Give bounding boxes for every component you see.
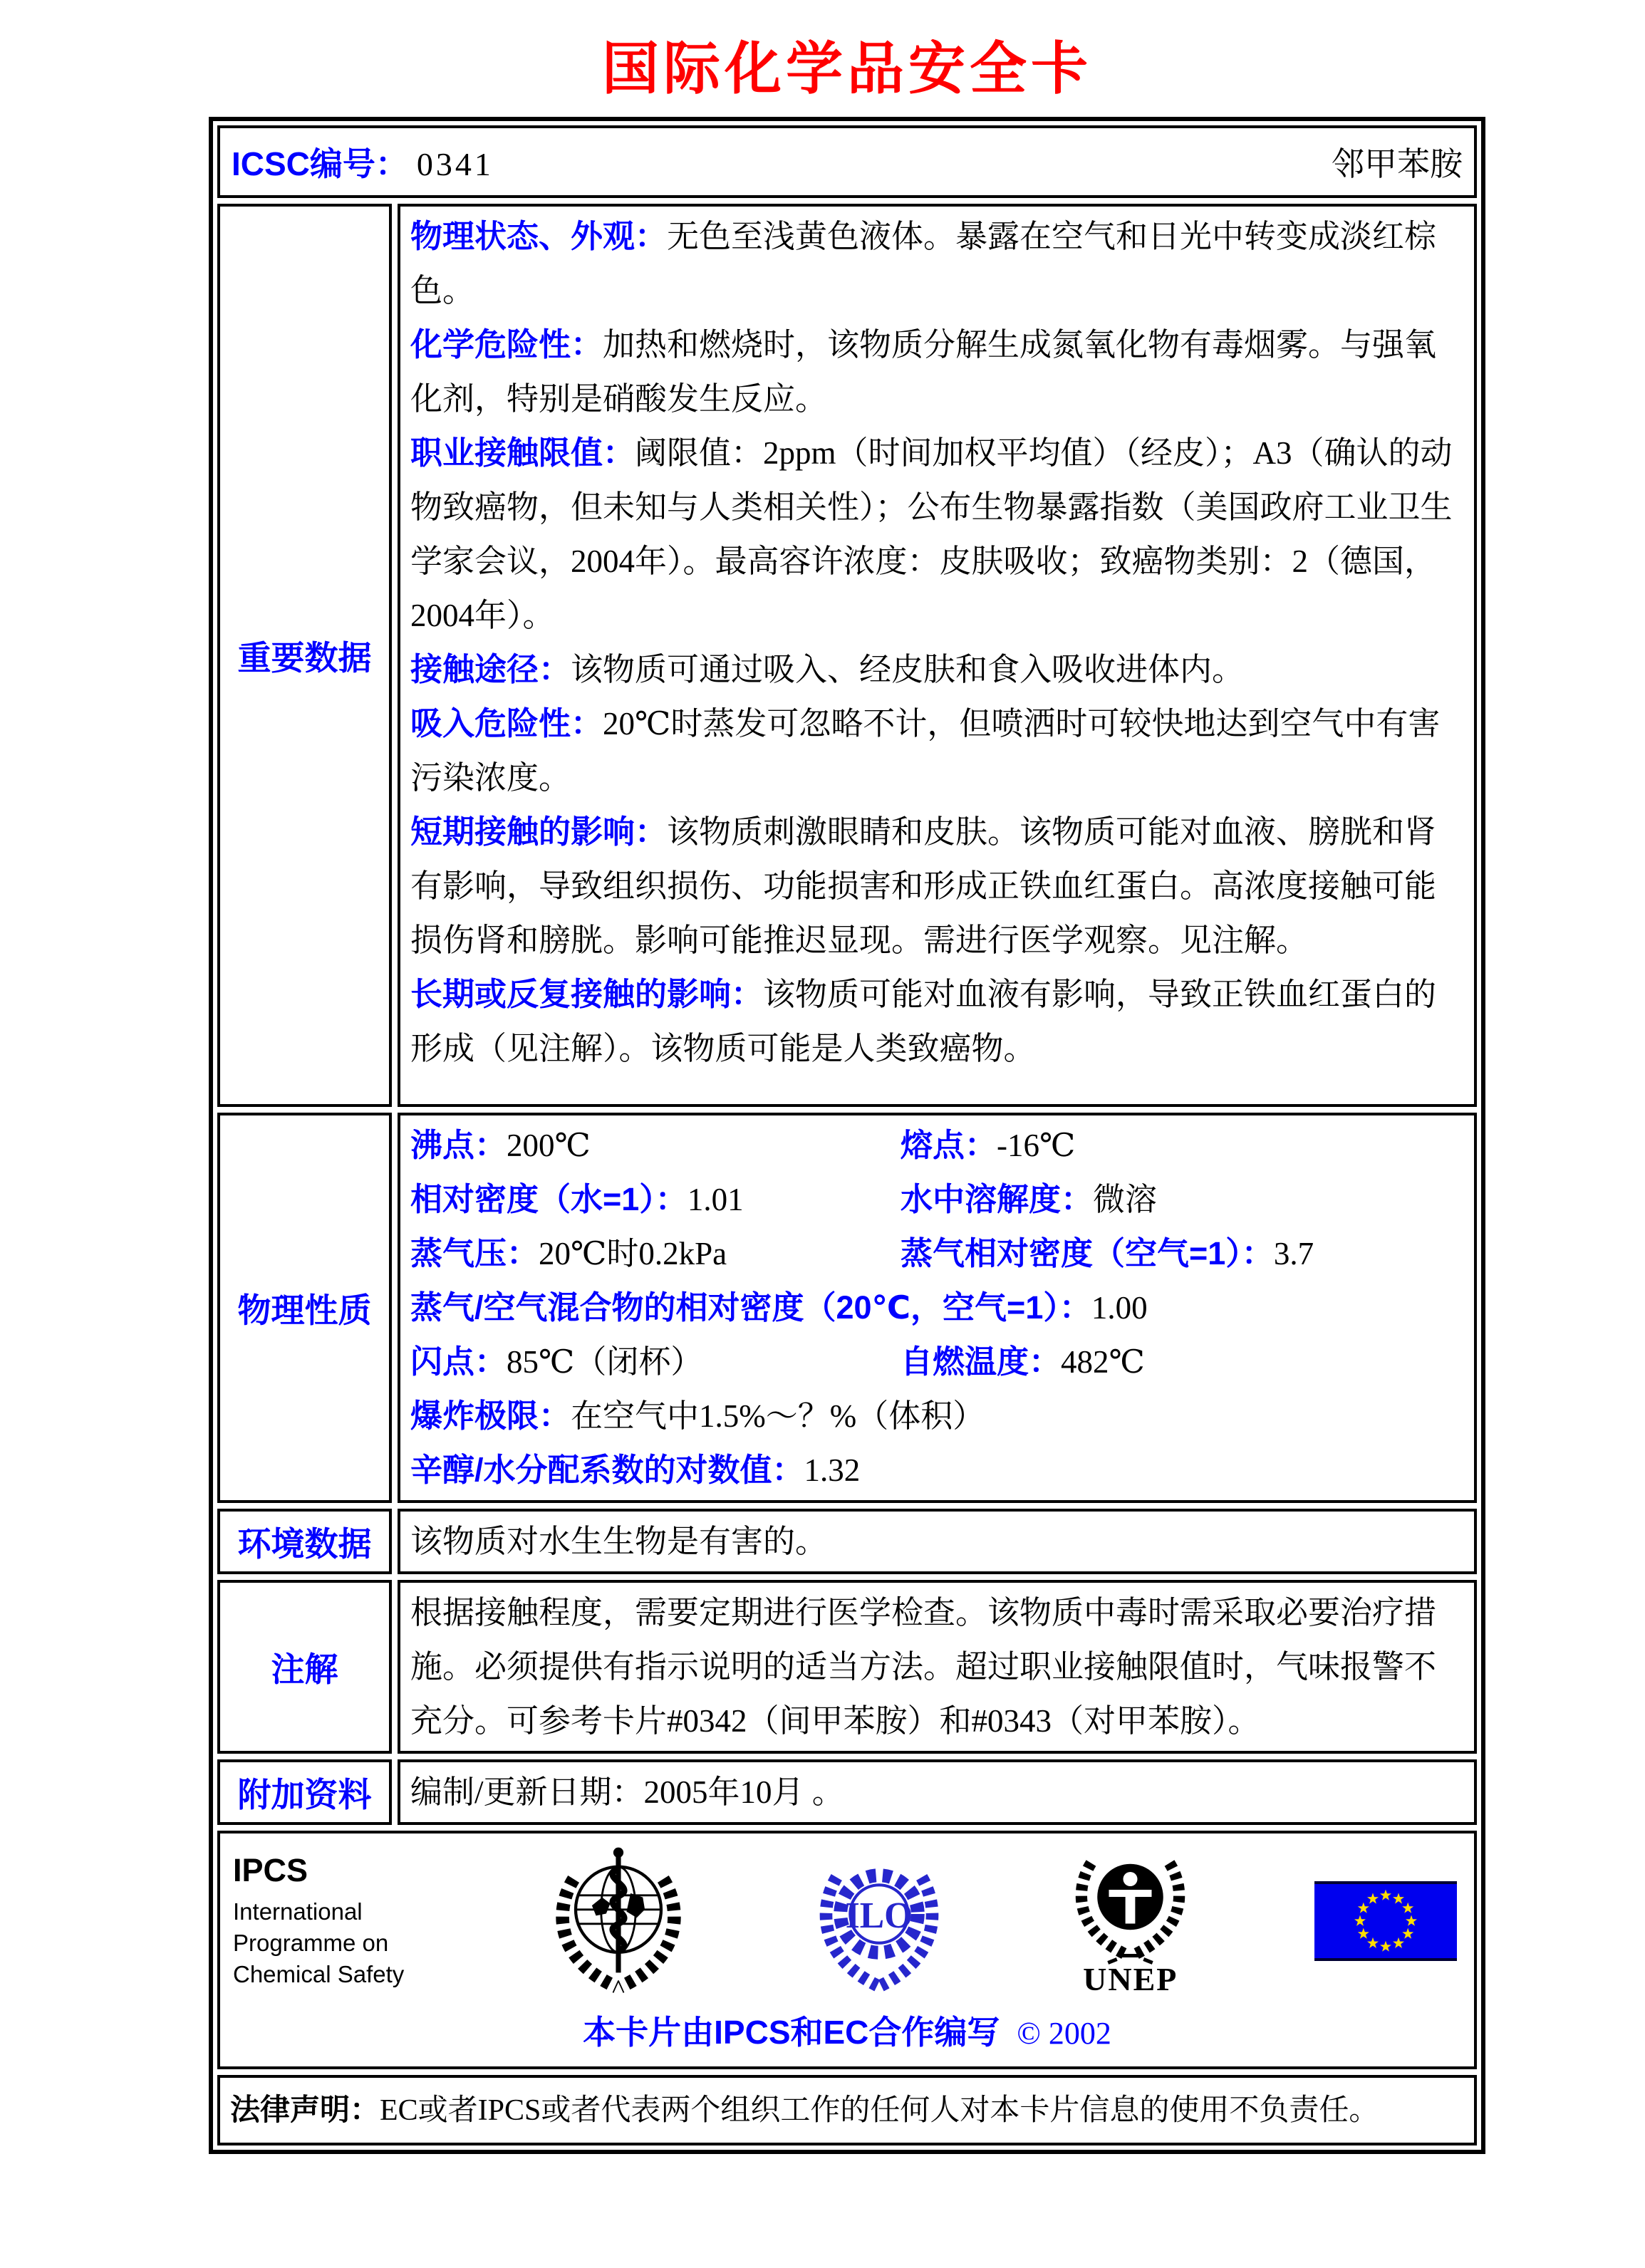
entry-label: 接触途径： <box>410 651 571 687</box>
entry-label: 化学危险性： <box>410 326 603 363</box>
important-data-category: 重要数据 <box>237 638 372 677</box>
notes-category: 注解 <box>271 1650 338 1688</box>
additional-info-text: 编制/更新日期：2005年10月 。 <box>410 1774 844 1810</box>
entry-text: 该物质可能对血液有影响，导致正铁血红蛋白的形成（见注解）。该物质可能是人类致癌物。 <box>410 977 1437 1066</box>
notes-label-cell <box>217 1580 392 1754</box>
eu-flag-icon <box>1314 1881 1457 1961</box>
legal-notice-text: EC或者IPCS或者代表两个组织工作的任何人对本卡片信息的使用不负责任。 <box>380 2094 1379 2127</box>
logo-strip <box>220 1833 1474 1999</box>
water-solubility: 水中溶解度：微溶 <box>901 1181 1158 1217</box>
unep-logo-icon <box>1068 1843 1193 1998</box>
exposure-route-entry <box>410 643 1464 697</box>
additional-info-category: 附加资料 <box>237 1775 372 1814</box>
entry-text: 无色至浅黄色液体。暴露在空气和日光中转变成淡红棕色。 <box>410 219 1437 308</box>
entry-text: 该物质可通过吸入、经皮肤和食入吸收进体内。 <box>571 652 1245 687</box>
card-column <box>209 0 1485 2154</box>
additional-info-content <box>398 1759 1477 1825</box>
vapor-relative-density: 蒸气相对密度（空气=1）：3.7 <box>901 1235 1314 1271</box>
page-title: 国际化学品安全卡 <box>602 37 1092 100</box>
physical-state-entry <box>410 209 1464 318</box>
entry-label: 职业接触限值： <box>410 435 635 471</box>
ipcs-line: Chemical Safety <box>233 1960 405 1987</box>
who-logo-icon <box>547 1844 690 1997</box>
vapor-pressure: 蒸气压：20℃时0.2kPa <box>410 1235 727 1271</box>
important-data-row <box>217 204 1477 1107</box>
entry-text: 20℃时蒸发可忽略不计，但喷洒时可较快地达到空气中有害污染浓度。 <box>410 706 1441 796</box>
occupational-limit-entry <box>410 426 1464 643</box>
octanol-water-partition: 辛醇/水分配系数的对数值：1.32 <box>410 1452 861 1488</box>
melting-point: 熔点：-16℃ <box>901 1127 1076 1163</box>
notes-row <box>217 1580 1477 1754</box>
copyright-text: © 2002 <box>1017 2016 1111 2051</box>
environment-data-category: 环境数据 <box>237 1524 372 1563</box>
environment-text: 该物质对水生生物是有害的。 <box>410 1524 828 1559</box>
physical-properties-grid <box>410 1118 1464 1497</box>
entry-text: 加热和燃烧时，该物质分解生成氮氧化物有毒烟雾。与强氧化剂，特别是硝酸发生反应。 <box>410 327 1437 417</box>
flash-point: 闪点：85℃（闭杯） <box>410 1343 703 1380</box>
ipcs-line: Programme on <box>233 1929 389 1956</box>
entry-text: 阈限值：2ppm（时间加权平均值）（经皮）；A3（确认的动物致癌物，但未知与人类相关性）；公布生物暴露指数（美国政府工业卫生学家会议，2004年）。最高容许浓度：皮肤吸收；致癌物类别：2（德国，2004年）。 <box>410 435 1453 633</box>
icsc-number-label: ICSC编号： <box>232 145 408 182</box>
organizations-row <box>217 1831 1477 2069</box>
ipcs-block <box>233 1852 425 1990</box>
vapor-air-mixture-density: 蒸气/空气混合物的相对密度（20℃，空气=1）：1.00 <box>410 1289 1148 1326</box>
legal-notice-label: 法律声明： <box>230 2093 380 2126</box>
physical-properties-category: 物理性质 <box>237 1291 372 1329</box>
environment-data-content <box>398 1509 1477 1574</box>
notes-text: 根据接触程度，需要定期进行医学检查。该物质中毒时需采取必要治疗措施。必须提供有指示说明的适当方法。超过职业接触限值时，气味报警不充分。可参考卡片#0342（间甲苯胺）和#0343（对甲苯胺）。 <box>410 1595 1437 1739</box>
credit-text: 本卡片由IPCS和EC合作编写 <box>583 2014 1000 2051</box>
short-term-effects-entry <box>410 805 1464 967</box>
entry-label: 短期接触的影响： <box>410 813 668 850</box>
icsc-card-table <box>209 117 1485 2154</box>
important-data-content <box>398 204 1477 1107</box>
chemical-danger-entry <box>410 318 1464 426</box>
legal-notice-row <box>217 2075 1477 2145</box>
chemical-name: 邻甲苯胺 <box>1332 146 1463 182</box>
physical-properties-label-cell <box>217 1113 392 1503</box>
ilo-logo-icon <box>811 1844 947 1997</box>
ipcs-line: International <box>233 1898 363 1925</box>
environment-data-label-cell <box>217 1509 392 1574</box>
ipcs-acronym: IPCS <box>233 1851 308 1888</box>
autoignition-temperature: 自燃温度：482℃ <box>901 1343 1145 1380</box>
header-row <box>217 125 1477 198</box>
additional-info-row <box>217 1759 1477 1825</box>
unep-wordmark: UNEP <box>1083 1961 1178 1997</box>
entry-label: 长期或反复接触的影响： <box>410 976 764 1012</box>
physical-properties-content <box>398 1113 1477 1503</box>
credit-line <box>220 1999 1474 2066</box>
icsc-number-group <box>232 138 494 185</box>
environment-data-row <box>217 1509 1477 1574</box>
inhalation-risk-entry <box>410 697 1464 805</box>
explosive-limits: 爆炸极限：在空气中1.5%～？%（体积） <box>410 1398 985 1434</box>
long-term-effects-entry <box>410 967 1464 1076</box>
boiling-point: 沸点：200℃ <box>410 1127 591 1163</box>
ilo-letters: ILO <box>845 1895 913 1936</box>
entry-label: 吸入危险性： <box>410 705 603 742</box>
relative-density: 相对密度（水=1）：1.01 <box>410 1181 744 1217</box>
entry-label: 物理状态、外观： <box>410 218 668 254</box>
important-data-label-cell <box>217 204 392 1107</box>
additional-info-label-cell <box>217 1759 392 1825</box>
physical-properties-row <box>217 1113 1477 1503</box>
notes-content <box>398 1580 1477 1754</box>
entry-text: 该物质刺激眼睛和皮肤。该物质可能对血液、膀胱和肾有影响，导致组织损伤、功能损害和形成正铁血红蛋白。高浓度接触可能损伤肾和膀胱。影响可能推迟显现。需进行医学观察。见注解。 <box>410 814 1437 958</box>
icsc-number-value: 0341 <box>416 146 494 182</box>
legal-notice <box>230 2089 1379 2131</box>
